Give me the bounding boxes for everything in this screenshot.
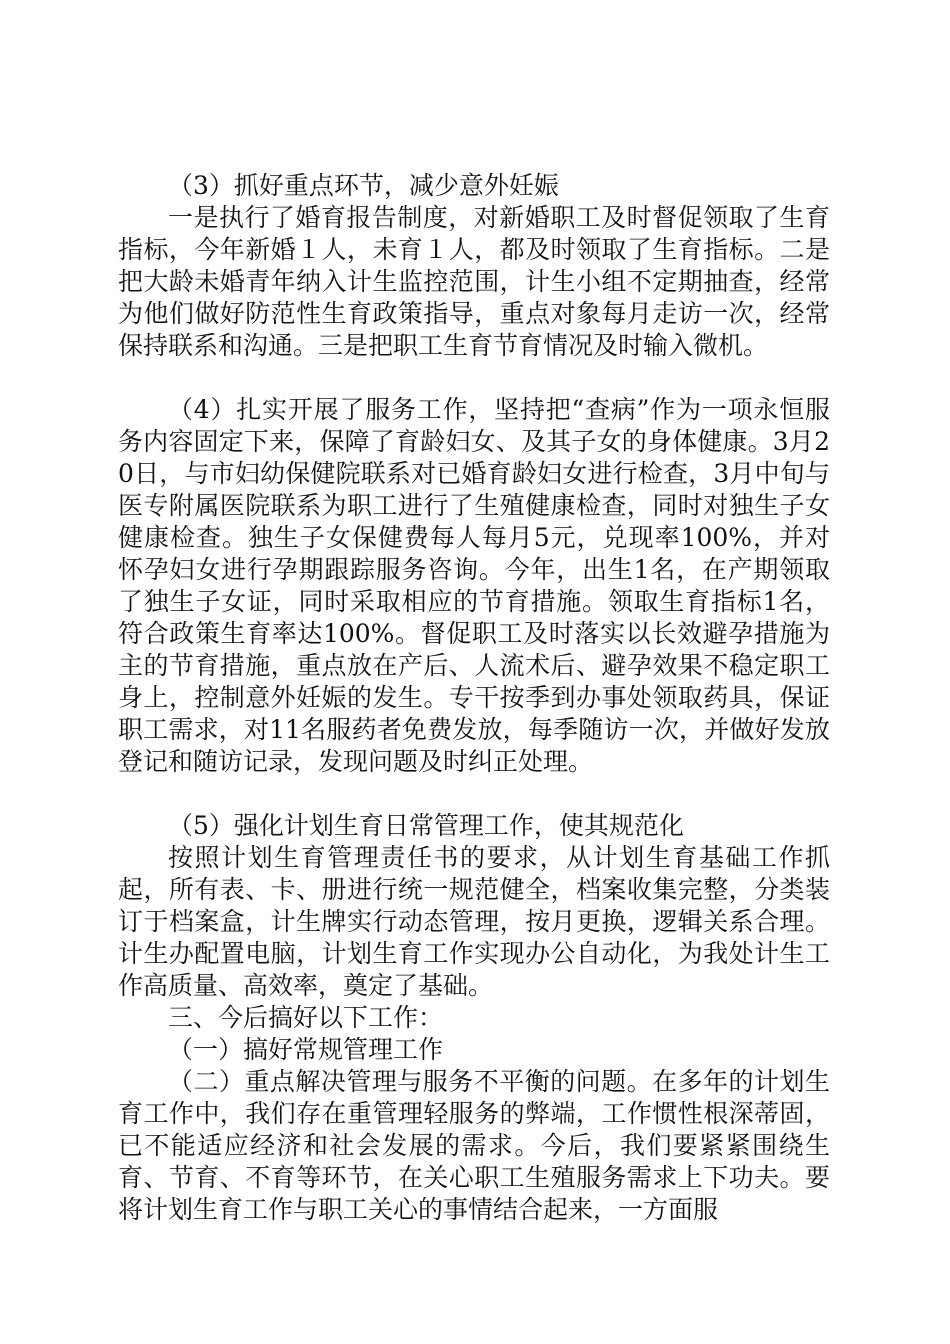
item-paragraph-two: （二）重点解决管理与服务不平衡的问题。在多年的计划生育工作中，我们存在重管理轻服务的弊端，工作惯性根深蒂固，已不能适应经济和社会发展的需求。今后，我们要紧紧围绕生育、节育、不育等环节，在关心职工生殖服务需求上下功夫。要将计划生育工作与职工关心的事情结合起来，一方面服 [118, 1067, 830, 1224]
paragraph-gap [118, 362, 830, 394]
paragraph-service-work: （4）扎实开展了服务工作，坚持把“查病”作为一项永恒服务内容固定下来，保障了育龄妇女、及其子女的身体健康。3月20日，与市妇幼保健院联系对已婚育龄妇女进行检查，3月中旬与医专附属医院联系为职工进行了生殖健康检查，同时对独生子女健康检查。独生子女保健费每人每月5元，兑现率100%，并对怀孕妇女进行孕期跟踪服务咨询。今年，出生1名，在产期领取了独生子女证，同时采取相应的节育措施。领取生育指标1名，符合政策生育率达100%。督促职工及时落实以长效避孕措施为主的节育措施，重点放在产后、人流术后、避孕效果不稳定职工身上，控制意外妊娠的发生。专干按季到办事处领取药具，保证职工需求，对11名服药者免费发放，每季随访一次，并做好发放登记和随访记录，发现问题及时纠正处理。 [118, 395, 830, 776]
paragraph-marriage-report: 一是执行了婚育报告制度，对新婚职工及时督促领取了生育指标，今年新婚１人，未育１人，都及时领取了生育指标。二是把大龄未婚青年纳入计生监控范围，计生小组不定期抽查，经常为他们做好防范性生育政策指导，重点对象每月走访一次，经常保持联系和沟通。三是把职工生育节育情况及时输入微机。 [118, 203, 830, 360]
paragraph-gap [118, 778, 830, 810]
section-heading-3: （3）抓好重点环节，减少意外妊娠 [168, 171, 559, 200]
section-heading-future: 三、今后搞好以下工作： [168, 1003, 444, 1032]
item-heading-one: （一）搞好常规管理工作 [168, 1035, 444, 1064]
paragraph-daily-management: 按照计划生育管理责任书的要求，从计划生育基础工作抓起，所有表、卡、册进行统一规范健全，档案收集完整，分类装订于档案盒，计生牌实行动态管理，按月更换，逻辑关系合理。计生办配置电脑，计划生育工作实现办公自动化，为我处计生工作高质量、高效率，奠定了基础。 [118, 843, 830, 1000]
section-heading-5: （5）强化计划生育日常管理工作，使其规范化 [168, 811, 684, 840]
document-body [118, 170, 830, 1226]
